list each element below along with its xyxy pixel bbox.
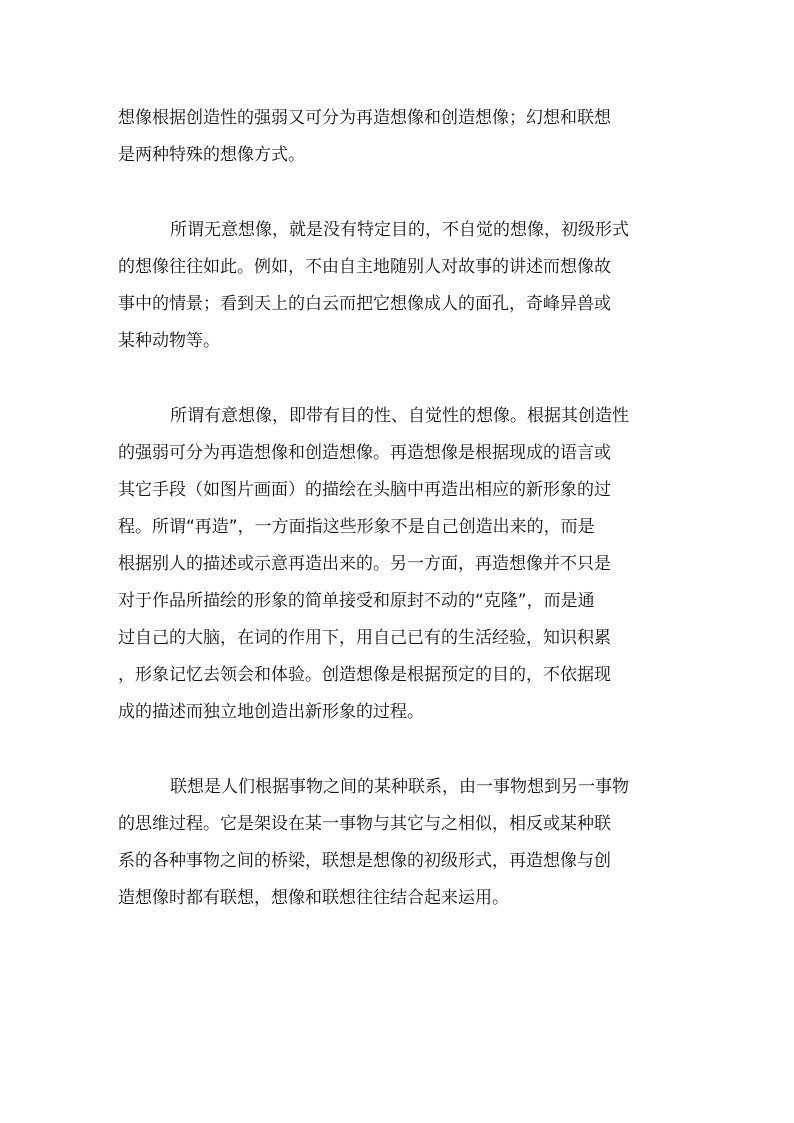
paragraph-line: 系的各种事物之间的桥梁，联想是想像的初级形式，再造想像与创	[118, 851, 611, 871]
paragraph-spacer	[118, 360, 678, 398]
paragraph-association	[118, 769, 678, 917]
paragraph-line: 是两种特殊的想像方式。	[118, 145, 305, 165]
paragraph-line: 其它手段（如图片画面）的描绘在头脑中再造出相应的新形象的过	[118, 480, 611, 500]
paragraph-line: 的想像往往如此。例如，不由自主地随别人对故事的讲述而想像故	[118, 257, 611, 277]
paragraph-line: 所谓有意想像，即带有目的性、自觉性的想像。根据其创造性	[170, 406, 629, 426]
paragraph-line: 造想像时都有联想，想像和联想往往结合起来运用。	[118, 888, 509, 908]
paragraph-unintentional-imagination	[118, 212, 678, 360]
paragraph-line: 成的描述而独立地创造出新形象的过程。	[118, 702, 424, 722]
paragraph-line: 想像根据创造性的强弱又可分为再造想像和创造想像；幻想和联想	[118, 108, 611, 128]
paragraph-line: ，形象记忆去领会和体验。创造想像是根据预定的目的，不依据现	[118, 665, 611, 685]
paragraph-line: 根据别人的描述或示意再造出来的。另一方面，再造想像并不只是	[118, 554, 611, 574]
paragraph-line: 事中的情景；看到天上的白云而把它想像成人的面孔，奇峰异兽或	[118, 294, 611, 314]
paragraph-intentional-imagination	[118, 398, 678, 731]
paragraph-line: 所谓无意想像，就是没有特定目的，不自觉的想像，初级形式	[170, 220, 629, 240]
paragraph-line: 程。所谓“再造”，一方面指这些形象不是自己创造出来的，而是	[118, 517, 595, 537]
paragraph-line: 对于作品所描绘的形象的简单接受和原封不动的“克隆”，而是通	[118, 591, 595, 611]
paragraph-line: 联想是人们根据事物之间的某种联系，由一事物想到另一事物	[170, 777, 629, 797]
paragraph-line: 过自己的大脑，在词的作用下，用自己已有的生活经验，知识积累	[118, 628, 611, 648]
document-body	[118, 100, 678, 917]
paragraph-line: 的思维过程。它是架设在某一事物与其它与之相似，相反或某种联	[118, 814, 611, 834]
paragraph-line: 某种动物等。	[118, 331, 220, 351]
paragraph-spacer	[118, 731, 678, 769]
paragraph-line: 的强弱可分为再造想像和创造想像。再造想像是根据现成的语言或	[118, 443, 611, 463]
paragraph-imagination-types	[118, 100, 678, 174]
paragraph-spacer	[118, 174, 678, 212]
